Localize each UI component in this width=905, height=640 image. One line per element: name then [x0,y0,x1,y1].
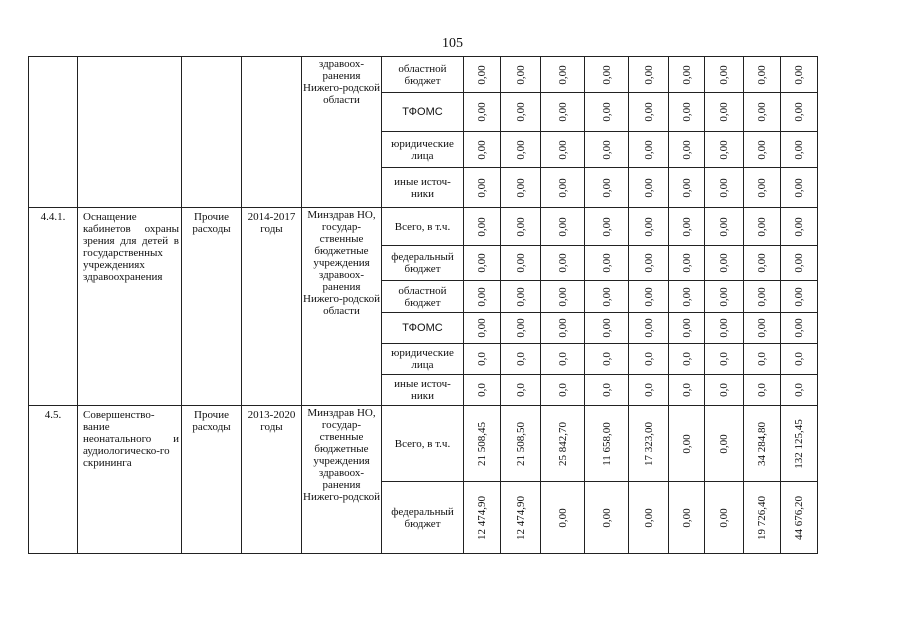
value-cell: 0,00 [464,208,501,246]
value-cell: 0,00 [669,208,705,246]
funding-source: Всего, в т.ч. [382,406,464,482]
value-cell: 0,00 [585,132,629,168]
value-cell: 0,00 [501,57,541,93]
value-cell: 0,00 [744,168,781,208]
value-cell: 0,0 [705,375,744,406]
value-cell: 0,00 [629,132,669,168]
value-cell: 0,0 [744,375,781,406]
value-cell: 0,00 [541,57,585,93]
value-cell: 0,0 [781,344,818,375]
funding-source: юридические лица [382,132,464,168]
value-cell: 0,00 [585,93,629,132]
item-name: Оснащение кабинетов охраны зрения для детей в государственных учреждениях здравоохранения [78,208,182,406]
value-cell: 0,0 [585,344,629,375]
value-cell: 17 323,00 [629,406,669,482]
value-cell: 0,00 [464,93,501,132]
value-cell: 0,00 [744,281,781,313]
value-cell: 0,00 [669,246,705,281]
period-years [242,57,302,208]
value-cell: 0,0 [464,344,501,375]
value-cell: 34 284,80 [744,406,781,482]
funding-source: областной бюджет [382,57,464,93]
value-cell: 0,00 [585,57,629,93]
value-cell: 0,00 [705,132,744,168]
executor: Минздрав НО, государ-ственные бюджетные учреждения здравоох-ранения Нижего-родской [302,406,382,554]
executor: Минздрав НО, государ-ственные бюджетные учреждения здравоох-ранения Нижего-родской области [302,208,382,406]
value-cell: 0,00 [585,482,629,554]
value-cell: 0,00 [629,208,669,246]
value-cell: 11 658,00 [585,406,629,482]
table-row [29,57,818,93]
value-cell: 0,0 [464,375,501,406]
funding-source: областной бюджет [382,281,464,313]
value-cell: 0,00 [705,168,744,208]
funding-source: иные источ-ники [382,375,464,406]
value-cell: 0,00 [669,406,705,482]
executor: здравоох-ранения Нижего-родской области [302,57,382,208]
value-cell: 0,00 [781,246,818,281]
value-cell: 25 842,70 [541,406,585,482]
value-cell: 0,00 [464,313,501,344]
value-cell: 0,0 [781,375,818,406]
expense-type: Прочие расходы [182,406,242,554]
item-number [29,57,78,208]
value-cell: 0,00 [585,246,629,281]
value-cell: 0,00 [541,132,585,168]
value-cell: 0,00 [629,246,669,281]
value-cell: 0,00 [464,132,501,168]
table-row [29,208,818,246]
value-cell: 0,00 [705,93,744,132]
value-cell: 0,00 [541,482,585,554]
expense-type: Прочие расходы [182,208,242,406]
value-cell: 0,0 [501,375,541,406]
value-cell: 0,00 [781,93,818,132]
value-cell: 0,00 [541,246,585,281]
funding-source: ТФОМС [382,93,464,132]
program-table [28,56,818,554]
value-cell: 21 508,45 [464,406,501,482]
value-cell: 0,00 [541,281,585,313]
value-cell: 0,0 [629,375,669,406]
expense-type [182,57,242,208]
funding-source: ТФОМС [382,313,464,344]
value-cell: 0,00 [629,168,669,208]
value-cell: 0,00 [501,132,541,168]
value-cell: 0,00 [669,93,705,132]
period-years: 2014-2017 годы [242,208,302,406]
value-cell: 0,00 [781,281,818,313]
value-cell: 0,00 [781,168,818,208]
value-cell: 0,00 [501,168,541,208]
value-cell: 0,00 [501,281,541,313]
value-cell: 0,00 [464,281,501,313]
value-cell: 0,00 [669,313,705,344]
value-cell: 0,00 [501,313,541,344]
value-cell: 0,00 [629,482,669,554]
value-cell: 0,00 [585,208,629,246]
value-cell: 0,00 [669,281,705,313]
value-cell: 12 474,90 [501,482,541,554]
value-cell: 0,0 [541,375,585,406]
value-cell: 0,00 [744,57,781,93]
value-cell: 0,00 [744,93,781,132]
value-cell: 0,00 [629,93,669,132]
value-cell: 0,00 [585,313,629,344]
value-cell: 0,00 [464,168,501,208]
value-cell: 0,0 [585,375,629,406]
value-cell: 0,0 [669,375,705,406]
value-cell: 0,00 [541,208,585,246]
value-cell: 12 474,90 [464,482,501,554]
value-cell: 0,00 [501,246,541,281]
item-number: 4.5. [29,406,78,554]
value-cell: 0,00 [541,313,585,344]
page-number: 105 [442,36,463,51]
item-number: 4.4.1. [29,208,78,406]
value-cell: 0,00 [705,57,744,93]
value-cell: 0,00 [501,93,541,132]
item-name: Совершенство-вание неонатального и аудиологическо-го скрининга [78,406,182,554]
value-cell: 0,00 [629,57,669,93]
value-cell: 0,00 [669,132,705,168]
value-cell: 0,00 [669,168,705,208]
value-cell: 0,00 [781,313,818,344]
value-cell: 0,00 [464,246,501,281]
value-cell: 0,00 [781,132,818,168]
period-years: 2013-2020 годы [242,406,302,554]
value-cell: 44 676,20 [781,482,818,554]
value-cell: 0,0 [541,344,585,375]
value-cell: 0,00 [744,246,781,281]
value-cell: 21 508,50 [501,406,541,482]
value-cell: 0,00 [744,313,781,344]
value-cell: 0,00 [744,208,781,246]
value-cell: 0,00 [705,246,744,281]
value-cell: 0,00 [705,482,744,554]
value-cell: 0,0 [705,344,744,375]
value-cell: 0,00 [629,313,669,344]
value-cell: 132 125,45 [781,406,818,482]
value-cell: 0,0 [669,344,705,375]
funding-source: Всего, в т.ч. [382,208,464,246]
value-cell: 0,0 [501,344,541,375]
item-name [78,57,182,208]
value-cell: 0,00 [501,208,541,246]
value-cell: 0,00 [705,313,744,344]
value-cell: 0,00 [541,93,585,132]
value-cell: 0,00 [744,132,781,168]
funding-source: федеральный бюджет [382,482,464,554]
value-cell: 0,00 [629,281,669,313]
funding-source: федеральный бюджет [382,246,464,281]
value-cell: 0,00 [705,208,744,246]
value-cell: 0,00 [541,168,585,208]
funding-source: иные источ-ники [382,168,464,208]
value-cell: 0,00 [669,57,705,93]
value-cell: 0,0 [744,344,781,375]
value-cell: 0,00 [585,168,629,208]
value-cell: 0,00 [464,57,501,93]
value-cell: 19 726,40 [744,482,781,554]
value-cell: 0,00 [669,482,705,554]
value-cell: 0,00 [585,281,629,313]
value-cell: 0,00 [705,406,744,482]
value-cell: 0,00 [781,208,818,246]
table-row [29,406,818,482]
funding-source: юридические лица [382,344,464,375]
value-cell: 0,00 [781,57,818,93]
value-cell: 0,0 [629,344,669,375]
value-cell: 0,00 [705,281,744,313]
